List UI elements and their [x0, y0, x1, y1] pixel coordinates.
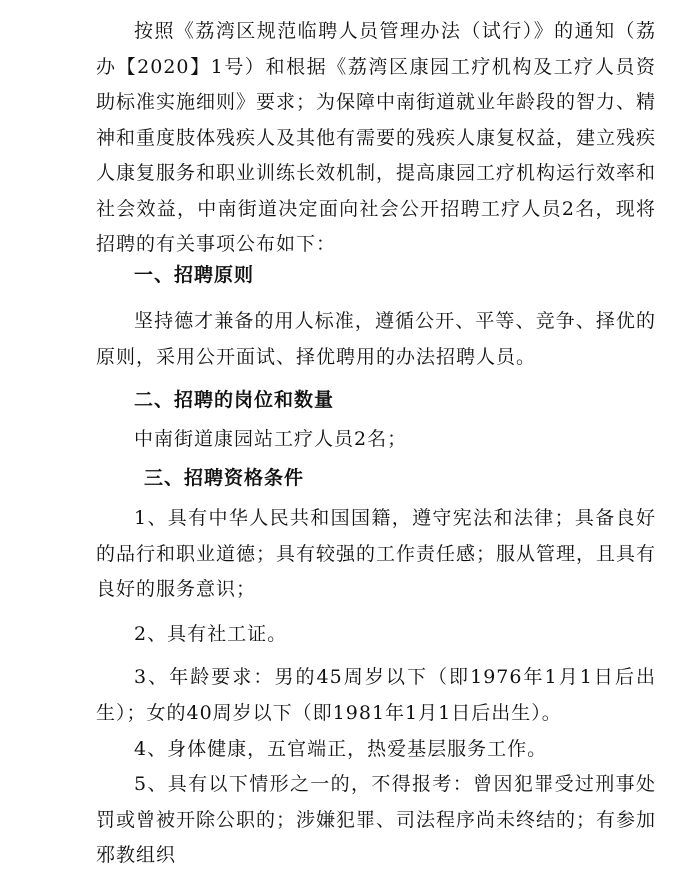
requirement-item-4: 4、身体健康，五官端正，热爱基层服务工作。 [134, 738, 548, 760]
section-1-body: 坚持德才兼备的用人标准，遵循公开、平等、竞争、择优的原则，采用公开面试、择优聘用的办法招聘人员。 [96, 310, 656, 368]
section-3-heading: 三、招聘资格条件 [144, 467, 305, 489]
section-1-heading: 一、招聘原则 [134, 264, 255, 286]
section-2-body: 中南街道康园站工疗人员2名； [134, 428, 408, 450]
requirement-item-3: 3、年龄要求：男的45周岁以下（即1976年1月1日后出生）；女的40周岁以下（即1981年1月1日后出生）。 [96, 666, 656, 724]
requirement-item-5: 5、具有以下情形之一的，不得报考：曾因犯罪受过刑事处罚或曾被开除公职的；涉嫌犯罪、司法程序尚未终结的；有参加邪教组织 [96, 773, 657, 866]
section-2-heading: 二、招聘的岗位和数量 [134, 389, 335, 411]
requirement-item-2: 2、具有社工证。 [134, 623, 288, 645]
intro-paragraph: 按照《荔湾区规范临聘人员管理办法（试行）》的通知（荔办【2020】1号）和根据《荔湾区康园工疗机构及工疗人员资助标准实施细则》要求；为保障中南街道就业年龄段的智力、精神和重度肢体残疾人及其他有需要的残疾人康复权益，建立残疾人康复服务和职业训练长效机制，提高康园工疗机构运行效率和社会效益，中南街道决定面向社会公开招聘工疗人员2名，现将招聘的有关事项公布如下： [96, 20, 657, 255]
requirement-item-1: 1、具有中华人民共和国国籍，遵守宪法和法律；具备良好的品行和职业道德；具有较强的工作责任感；服从管理，且具有良好的服务意识； [96, 507, 657, 600]
